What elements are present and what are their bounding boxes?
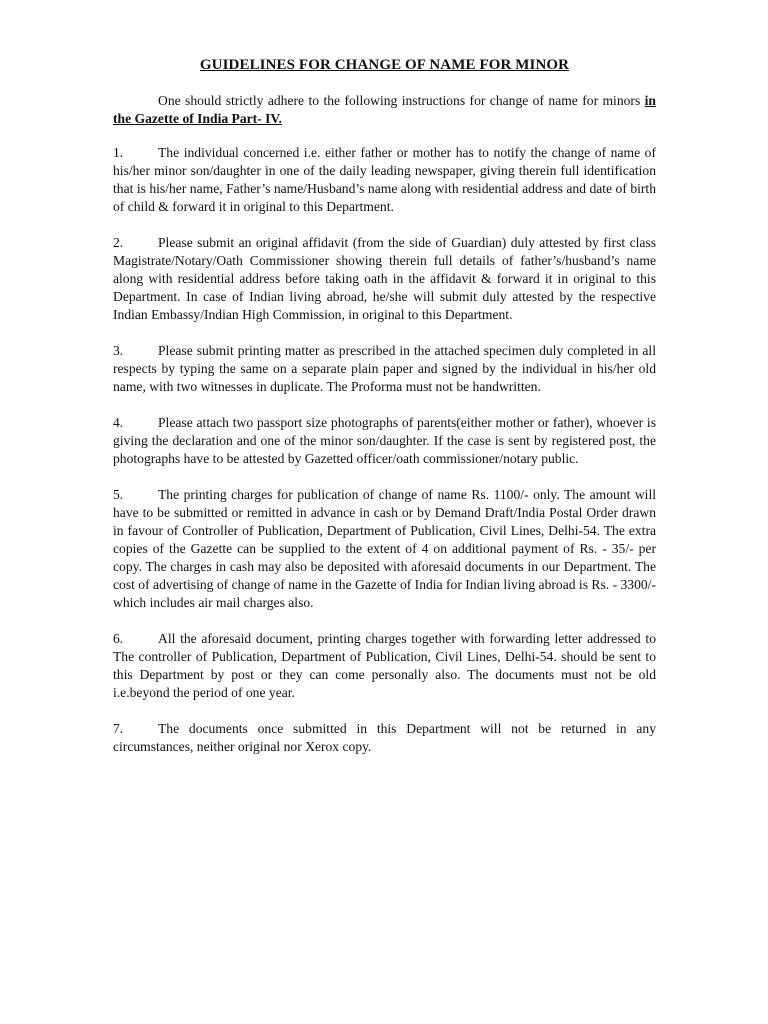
item-text: Please submit an original affidavit (from the side of Guardian) duly attested by first class Magistrate/Notary/Oath Commissioner showing therein full details of father’s/husband’s name along with residential address before taking oath in the affidavit & forward it in original to this Department. In case of Indian living abroad, he/she will submit duly attested by the respective Indian Embassy/Indian High Commission, in original to this Department. — [113, 235, 656, 322]
intro-emphasis: in the Gazette of India Part- IV. — [113, 93, 656, 126]
guideline-item-3 — [113, 342, 656, 396]
guideline-item-7 — [113, 720, 656, 756]
guideline-item-5 — [113, 486, 656, 612]
intro-paragraph — [113, 92, 656, 128]
guideline-item-1 — [113, 144, 656, 216]
intro-text: One should strictly adhere to the following instructions for change of name for minors — [158, 93, 645, 108]
guideline-item-4 — [113, 414, 656, 468]
item-number: 4. — [113, 415, 124, 430]
item-number: 6. — [113, 631, 124, 646]
page-title: GUIDELINES FOR CHANGE OF NAME FOR MINOR — [199, 57, 570, 73]
item-text: The individual concerned i.e. either father or mother has to notify the change of name of his/her minor son/daughter in one of the daily leading newspaper, giving therein full identification that is his/her name, Father’s name/Husband’s name along with residential address and date of birth of child & forward it in original to this Department. — [113, 145, 656, 214]
item-number: 7. — [113, 721, 124, 736]
item-number: 2. — [113, 235, 124, 250]
item-number: 5. — [113, 487, 124, 502]
guideline-item-2 — [113, 234, 656, 324]
item-text: The documents once submitted in this Department will not be returned in any circumstances, neither original nor Xerox copy. — [113, 721, 656, 754]
item-number: 1. — [113, 145, 124, 160]
item-number: 3. — [113, 343, 124, 358]
item-text: Please submit printing matter as prescribed in the attached specimen duly completed in all respects by typing the same on a separate plain paper and signed by the individual in his/her old name, with two witnesses in duplicate. The Proforma must not be handwritten. — [113, 343, 656, 394]
item-text: All the aforesaid document, printing charges together with forwarding letter addressed to The controller of Publication, Department of Publication, Civil Lines, Delhi-54. should be sent to this Department by post or they can come personally also. The documents must not be old i.e.beyond the period of one year. — [113, 631, 656, 700]
item-text: The printing charges for publication of change of name Rs. 1100/- only. The amount will have to be submitted or remitted in advance in cash or by Demand Draft/India Postal Order drawn in favour of Controller of Publication, Department of Publication, Civil Lines, Delhi-54. The extra copies of the Gazette can be supplied to the extent of 4 on additional payment of Rs. - 35/- per copy. The charges in cash may also be deposited with aforesaid documents in our Department. The cost of advertising of change of name in the Gazette of India for Indian living abroad is Rs. - 3300/- which includes air mail charges also. — [113, 487, 656, 610]
item-text: Please attach two passport size photographs of parents(either mother or father), whoever is giving the declaration and one of the minor son/daughter. If the case is sent by registered post, the photographs have to be attested by Gazetted officer/oath commissioner/notary public. — [113, 415, 656, 466]
document-page — [113, 56, 656, 774]
guideline-item-6 — [113, 630, 656, 702]
